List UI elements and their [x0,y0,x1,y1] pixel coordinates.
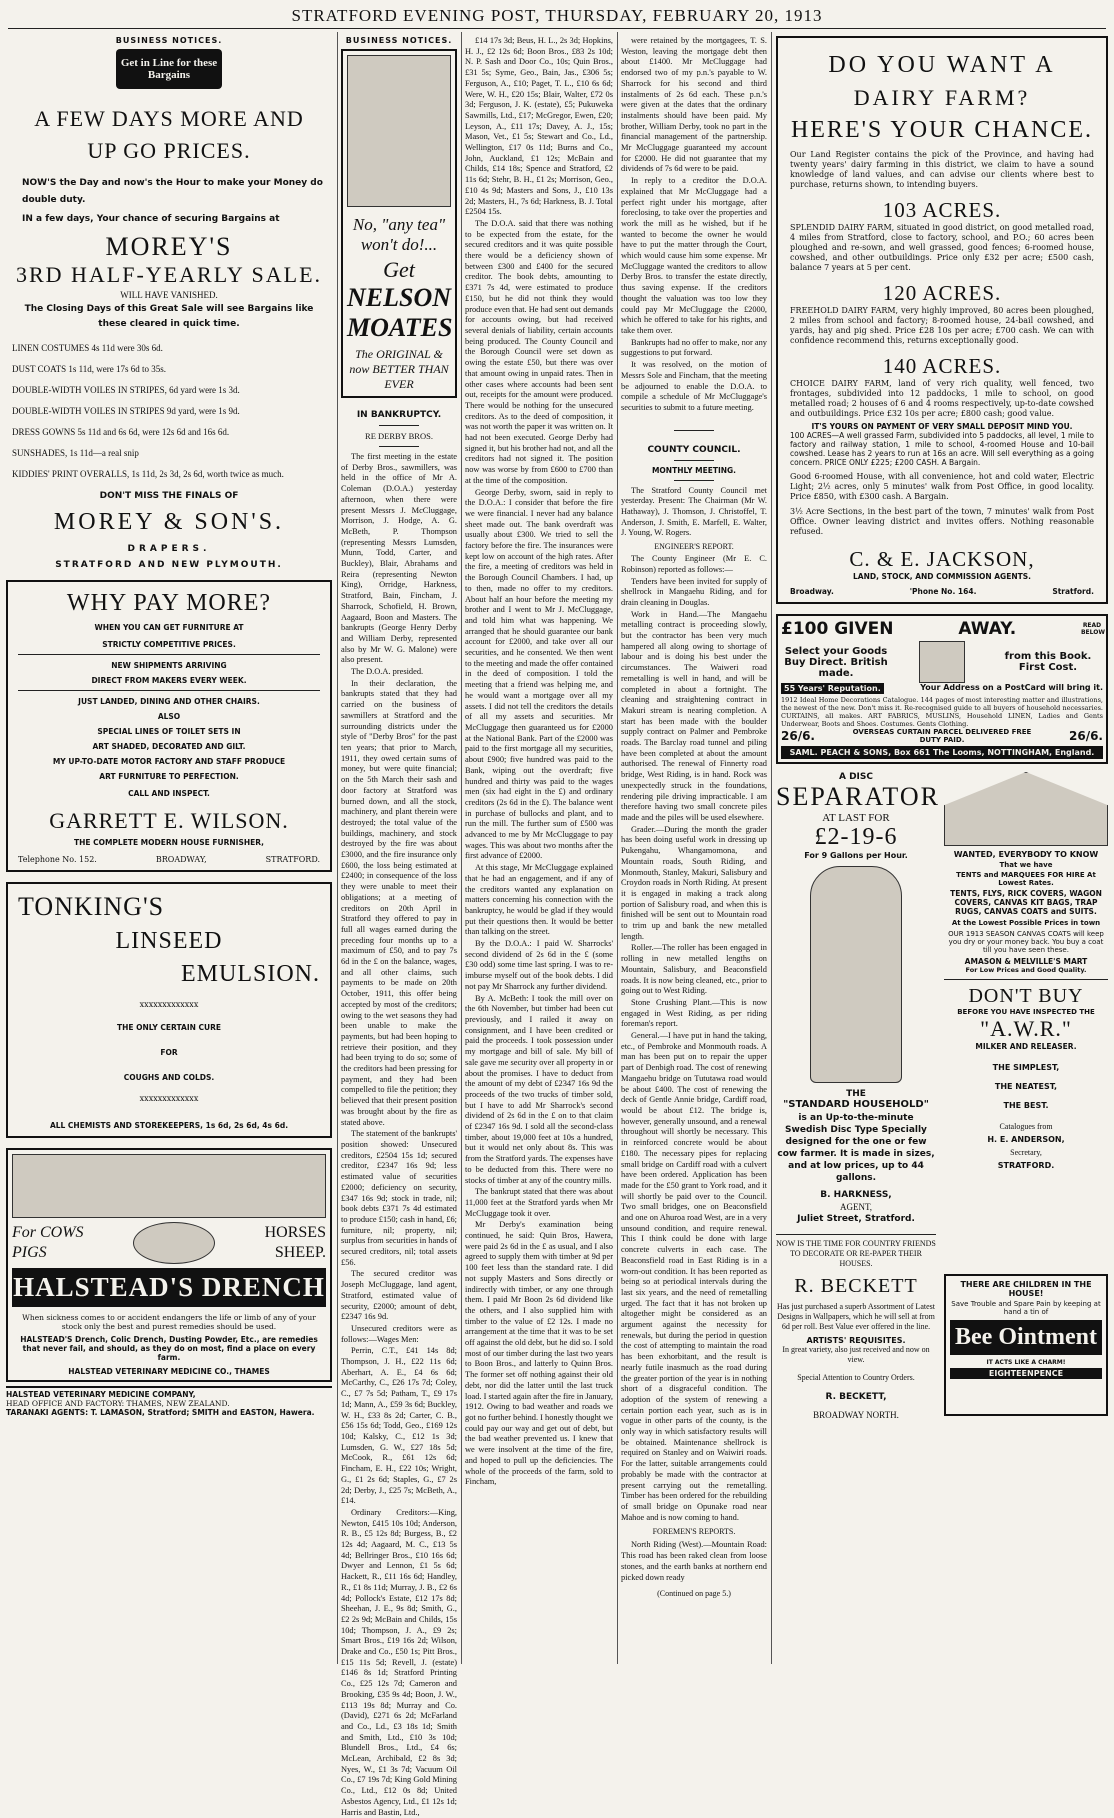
sale-title: 3RD HALF-YEARLY SALE. [15,262,323,287]
peach-advert [776,614,1108,764]
text: ALSO [157,712,181,721]
lowest: At the Lowest Possible Prices in town [951,919,1101,927]
name: "A.W.R." [980,1016,1072,1041]
l2: LINSEED [115,928,223,954]
brand: NELSON MOATES [347,283,453,342]
text: ART SHADED, DECORATED AND GILT. [92,742,246,751]
price-item: KIDDIES' PRINT OVERALLS, 1s 11d, 2s 3d, 2s 6d, worth twice as much. [12,469,284,479]
h2: AWAY. [958,619,1017,639]
paragraph: The D.O.A. said that there was nothing to be expected from the estate, for the secured creditors and it was quite possible there would be a deficiency shown of between £300 and £400 for the secured creditor. The book debts, amounting to £371 7s 4d, were estimated to produce £150, but he did not think they would produce even that. He had sent out demands for accounts owing, but had received several denials of liability, certain accounts being produced. The County Council and the Borough Council were set down as owing the estate £50, but there was over that amount owing in unpaid rates. Then in other cases where accounts had been sent out, receipts for the amount were produced. There would be nothing for the unsecured creditors. As to the deed of composition, it was not worth the paper it was written on. It had not been executed. George Derby had signed it, but his brother had not, and all the creditors had not signed it. The position now was worse by from £600 to £700 than at the time of the composition. [465,218,613,485]
coats: OUR 1913 SEASON CANVAS COATS will keep you dry or your money back. You buy a coat till you have seen these. [948,930,1104,954]
tagline: The ORIGINAL & now BETTER THAN EVER [349,347,449,391]
column-3 [465,36,613,1666]
paragraph: Work in Hand.—The Mangaehu metalling contract is proceeding slowly, but the contractor has been very much hampered all along owing to shortage of labour and is doing his best under the circumstances. The Waiweri road remetalling is well in hand, and will be completed in about a fortnight. The cleaning and straightening contract in Makuri stream is nearing completion. A start has been made with the boulder supply contract on Palmer and Pembroke roads. The Barclay road tunnel and piling have been completed at about the amount authorised. The renewal of Finnerty road bridge, West Riding, is in hand. Rock was unexpectedly struck in the foundations, rendering pile driving impracticable. I am therefore having two small concrete piles made and the piles will be used elsewhere. [621,609,767,822]
continued-note: (Continued on page 5.) [657,1589,731,1599]
select: Select your Goods Buy Direct. British made. [784,645,888,679]
price: EIGHTEENPENCE [950,1368,1102,1379]
d1: SPLENDID DAIRY FARM, situated in good district, on good metalled road, 4 miles from Stratford, close to factory, school, and P.O.; 60 acres been ploughed and re-sown, and well grassed, good fences; 6-roomed house, cowshed, and other outbuildings. Price only £32 per acre; £500 cash, balance 7 years at 5 per cent. [790,223,1094,272]
jackson-advert [776,36,1108,604]
body: Has just purchased a superb Assortment of Latest Designs in Wallpapers, which he will sell at from 6d per roll. Best Value ever offered in the line. [777,1302,935,1331]
heading: COUNTY COUNCIL. [647,444,741,455]
address: Your Address on a PostCard will bring it. [920,683,1103,692]
the: THE [846,1089,866,1099]
name: "STANDARD HOUSEHOLD" [783,1099,929,1110]
name: TONKING'S [18,892,165,921]
column-1 [6,36,332,1666]
text: DIRECT FROM MAKERS EVERY WEEK. [91,676,247,685]
paragraph: The bankrupt stated that there was about 11,000 feet at the Stratford yards when Mr McCluggage took it over. [465,1187,613,1218]
separator-illustration [810,866,902,1083]
name: C. & E. JACKSON, [849,547,1035,571]
sub: MILKER AND RELEASER. [975,1042,1077,1051]
h2: DAIRY FARM? [853,85,1031,110]
right2: SHEEP. [274,1244,326,1261]
d3: CHOICE DAIRY FARM, land of very rich quality, well fenced, two frontages, subdivided into 12 paddocks, 1 mile to school, on good metalled road; 2 houses of 6 and 4 rooms respectively, up-to-date cowshed and outbuildings. Price £32 10s per acre; £800 cash; good value. [790,379,1094,418]
foremen-report [621,1540,767,1583]
h1: THERE ARE CHILDREN IN THE HOUSE! [960,1280,1092,1298]
parcel: OVERSEAS CURTAIN PARCEL DELIVERED FREE DUTY PAID. [852,728,1032,744]
wilson-advert [6,580,332,872]
left2: PIGS [12,1244,47,1261]
paragraph: Mr Derby's examination being continued, he said: Quin Bros, Hawera, were paid 2s 6d in the £ as usual, and I also agreed to supply them with timber at 9d per 100 feet less than the standard rate. I did not supply Masters and Sons directly or indirectly with timber, or any one through them. I paid Mr Boon 2s 6d dividend like the others, and I also supplied him with timber to the value of £2 12s. I made no arrangement at the time that it was to be set off against the old debt, but he did so. I sold most of our timber during the last two years to Boon Bros., and latterly to Quinn Bros. The former set off nothing against their old debt, nor did the latter until the last truck load. I started again after the fire in January, 1912. Owing to bad weather and roads we got no further behind. I honestly thought we could pay our way and get out of debt, but the bad weather prevented us. I knew that we were insolvent at the time of the fire, and hoped to pull up the deficiencies. The whole of the proceeds of the farm, sold to Fincham, [465,1220,613,1487]
name: GARRETT E. WILSON. [49,808,289,833]
paragraph: The statement of the bankrupts' position showed: Unsecured creditors, £2504 15s 1d; secured creditor, £2347 16s 9d; less estimated value of securities £2000; deficiency on security, £347 16s 9d; stock in trade, nil; book debts £371 7s 4d estimated to produce £150; cash in hand, £6; furniture, nil; property, nil; surplus from securities in hands of secured creditors, nil; total assets £56. [341,1129,457,1267]
items: TENTS, FLYS, RICK COVERS, WAGON COVERS, CANVAS KIT BAGS, TRAP RUGS, CANVAS COATS and SUITS. [950,889,1102,916]
text: CALL AND INSPECT. [128,789,210,798]
paragraph: Unsecured creditors were as follows:—Wages Men: [341,1323,457,1344]
d2: FREEHOLD DAIRY FARM, very highly improved, 80 acres been ploughed, 2 miles from school and factory; 8-roomed house, 24-bail cowshed, and yards, hay and pig shed. Price £28 10s per acre; £700 cash. We can with confidence recommend this, returns exceptionally good. [790,306,1094,345]
body1: When sickness comes to or accident endangers the life or limb of any of your stock only the best and purest remedies should be used. [22,1313,316,1331]
text: JUST LANDED, DINING AND OTHER CHAIRS. [78,697,260,706]
firm: AMASON & MELVILLE'S MART [964,957,1088,966]
street: BROADWAY, [155,855,207,864]
company: HALSTEAD VETERINARY MEDICINE CO., THAMES [68,1367,270,1376]
town: STRATFORD. [265,855,320,864]
slogan: No, "any tea" won't do!... [352,215,446,254]
paragraph: Perrin, C.T., £41 14s 8d; Thompson, J. H., £22 11s 6d; Aberhart, A. E., £4 6s 6d; McCarthy, C., £26 17s 7d; Coley, C., £7 7s 5d; Patham, T., £9 17s 1d; Mann, A., £59 3s 6d; Buckley, W. H., £33 8s 2d; Carter, C. B., £56 15s 6d; Todd, Geo., £169 12s 10d; Kalsky, C., £12 1s 3d; Lumsden, G. W., £27 18s 5d; McCook, R., £61 12s 6d; Fincham, E. H., £22 10s; Wright, G., £1 2s 6d; Staples, G., £7 2s 2d; Derby, J., £25 7s; McBeth, A., £14. [341,1346,457,1506]
bee-ointment-advert [944,1274,1108,1416]
paragraph: Stone Crushing Plant.—This is now engaged in West Riding, as per riding foreman's report. [621,997,767,1029]
title: SEPARATOR [776,782,940,811]
s2: THE NEATEST, [994,1082,1058,1091]
paragraph: The Stratford County Council met yesterday. Present: The Chairman (Mr W. Hathaway), J. Thomson, J. Christoffel, T. Anderson, J. Smith, E. Marfell, E. Walter, J. Young, W. Rogers. [621,485,767,538]
gallons: For 9 Gallons per Hour. [804,851,908,860]
h1: DON'T BUY [968,985,1084,1007]
tent-illustration [944,772,1108,846]
h2: Save Trouble and Spare Pain by keeping at hand a tin of [951,1300,1101,1316]
column-4 [621,36,767,1666]
sig: R. BECKETT, [825,1392,887,1402]
beckett-advert [776,1234,936,1420]
price-item: SUNSHADES, 1s 11d—a real snip [12,448,139,458]
subheading: ENGINEER'S REPORT. [654,542,734,552]
l1: NOW IS THE TIME FOR COUNTRY FRIENDS TO DECORATE OR RE-PAPER THEIR HOUSES. [776,1239,936,1268]
bottom-line: HALSTEAD VETERINARY MEDICINE COMPANY, [6,1386,332,1399]
paragraph: In their declaration, the bankrupts stated that they had carried on the business of sawmillers at Stratford and the surrounding districts under the style of "Derby Bros" for the past ten years; that prior to March, 1911, they owed certain sums of money, but were quite financial; on the 5th March their sash and door factory at Stratford was burned down, and all the stock, machinery, and plant therein were destroyed; the total value of the buildings, machinery, and stock destroyed by the fire was about £3000, and the fire insurance only £600, the loss being estimated at £2400; in consequence of the loss they were unable to meet their obligations; at a meeting of creditors on 20th April in Stratford they offered to pay in full all wages earned during the preceding four months up to a maximum of £50, and to pay 7s 6d in the £ on the balance, wages, and all other claims, such payments to be made on 20th October, 1911, this offer being accepted by most of the creditors; owing to the wet seasons they had been unable to make the payments, but had been hoping to retrieve their position, and they had been trying to do so; some of the creditors had been pressing for payment, and they had been compelled to file the petition; they believed that their present position was brought about by the fire as stated above. [341,678,457,1127]
subheading: RE DERBY BROS. [365,431,433,441]
deposit: IT'S YOURS ON PAYMENT OF VERY SMALL DEPOSIT MIND YOU. [811,422,1073,431]
bottom-line: TARANAKI AGENTS: T. LAMASON, Stratford; SMITH and EASTON, Hawera. [6,1408,315,1417]
atlast: AT LAST FOR [822,812,890,824]
d4: 100 ACRES—A well grassed Farm, subdivided into 5 paddocks, all level, 1 mile to factory and railway station, 1 mile to school, 4-roomed House and 10-bail cowshed. Lease has 2 years to run at 16s an acre. Will sell everything as a going concern. PRICE ONLY £225; £200 CASH. A Bargain. [790,431,1094,467]
line1: NOW'S the Day and now's the Hour to make your Money do double duty. [22,178,323,205]
h2: BEFORE YOU HAVE INSPECTED THE [957,1008,1095,1016]
text: ART FURNITURE TO PERFECTION. [99,772,239,781]
drapers: DRAPERS. [127,544,211,554]
price2: 26/6. [1069,729,1103,743]
l3: EMULSION. [181,961,320,987]
d6: 3½ Acre Sections, in the best part of the town, 7 minutes' walk from Post Office. Owner leaving district and invites offers. Nothing reasonable refused. [790,507,1094,536]
price-item: DRESS GOWNS 5s 11d and 6s 6d, were 12s 6d and 16s 6d. [12,427,230,437]
price-item: DOUBLE-WIDTH VOILES IN STRIPES, 6d yard were 1s 3d. [12,385,240,395]
d5: Good 6-roomed House, with all convenience, hot and cold water, Electric Light; 2½ acres, only 5 minutes' walk from Post Office, in good locality. Price £850, with £300 cash. A Bargain. [790,472,1094,501]
text: WHEN YOU CAN GET FURNITURE AT [94,623,244,632]
price: For Low Prices and Good Quality. [965,966,1087,974]
tonking-advert [6,882,332,1138]
phone: 'Phone No. 164. [909,587,977,596]
town: STRATFORD. [997,1161,1055,1170]
street: Broadway. [790,587,834,596]
subheading: MONTHLY MEETING. [651,465,737,475]
special: Special Attention to Country Orders. [797,1373,915,1382]
wanted: WANTED, EVERYBODY TO KNOW [953,850,1099,859]
text: STRICTLY COMPETITIVE PRICES. [102,640,236,649]
text: SPECIAL LINES OF TOILET SETS IN [97,727,241,736]
paragraph: It was resolved, on the motion of Messrs Sole and Fincham, that the meeting be adjourned to enable the D.O.A. to compile a schedule of Mr McCluggage's securities to submit to a future meeting. [621,360,767,412]
heading: IN BANKRUPTCY. [356,410,442,420]
column-2 [341,36,457,1817]
paragraph: In reply to a creditor the D.O.A. explained that Mr McCluggage had a perfect right under his mortgage, after foreclosing, to take over the properties and work the mill as he wished, but if he wanted to become the owner he would have to put the matter through the Court, which would cause him some expense. Mr McCluggage wanted the creditors to allow Derby Bros. to transfer the estate directly, thus saving expense. If the creditors thought the valuation was too low they could pay Mr McCluggage the £2000, which he offered to take for his rights, and take them over. [621,176,767,335]
name: R. BECKETT [794,1275,918,1297]
a3: 140 ACRES. [882,354,1002,378]
h3: HERE'S YOUR CHANCE. [790,117,1094,143]
livestock-illustration [12,1154,326,1218]
town: Stratford. [1052,587,1094,596]
price-item: DOUBLE-WIDTH VOILES IN STRIPES 9d yard, were 1s 9d. [12,406,240,416]
body: 1912 Ideal Home Decorations Catalogue. 144 pages of most interesting matter and illustrations, the newest of the new. Don't miss it. Re-recognised guide to all buyers of household necessaries. CURTAINS, all makes. ART FABRICS, MUSLINS, Household LINEN, Ladies and Gents Underwear, Boots and Shoes. Costumes. Gents Clothing. [781,696,1103,728]
bankruptcy-article [341,452,457,1818]
text: MY UP-TO-DATE MOTOR FACTORY AND STAFF PRODUCE [52,757,286,766]
bankruptcy-article-continued [465,36,613,1488]
paragraph: The County Engineer (Mr E. C. Robinson) reported as follows:— [621,554,767,574]
separator-advert [776,772,940,1224]
street: BROADWAY NORTH. [813,1410,899,1420]
paragraph: The D.O.A. presided. [351,667,424,677]
finals: DON'T MISS THE FINALS OF [99,491,239,501]
body2: HALSTEAD'S Drench, Colic Drench, Dusting Powder, Etc., are remedies that never fail, and should, as they do on most, find a place on every farm. [20,1335,318,1362]
street: Juliet Street, Stratford. [797,1214,915,1224]
vanished: WILL HAVE VANISHED. [120,290,218,300]
masthead: STRATFORD EVENING POST, THURSDAY, FEBRUARY 20, 1913 [291,6,823,25]
s3: THE BEST. [1003,1101,1049,1110]
paragraph: The secured creditor was Joseph McCluggage, land agent, Stratford, estimated value of security, £2000; amount of debt, £2347 16s 9d. [341,1269,457,1322]
h1: DO YOU WANT A [828,52,1056,78]
role: LAND, STOCK, AND COMMISSION AGENTS. [853,572,1031,581]
name: Bee Ointment [950,1320,1102,1355]
paragraph: were retained by the mortgagees, T. S. Weston, leaving the mortgage debt then about £1400. Mr McCluggage had endorsed two of my p.n.'s payable to W. Sharrock for his second and third instalments of 2s 6d each. These p.n.'s were given at the dates that the ordinary instalments should have been paid. My brother, William Derby, took no part in the financial management of the partnership. Mr McCluggage guaranteed my account for £2000. He did not guarantee that my dividends of 7s 6d were to be paid. [621,36,767,174]
paragraph: Tenders have been invited for supply of shellrock in Mangaehu Riding, and for drain cleaning in Douglas. [621,576,767,607]
paragraph: Grader.—During the month the grader has been doing useful work in dressing up Pukengahu, Whangamomona, and Mountain roads, South Riding, and Monmouth, Stanley, Makuri, Salisbury and Croydon roads in North Riding. At present it is engaged in making a track along portion of Salisbury road, and when this is finished will be sent out to Mountain road to trim up and bank the new metalled length. [621,824,767,941]
paragraph: North Riding (West).—Mountain Road: This road has been raked clean from loose stones, and the earth banks at northern end picked down ready [621,1540,767,1582]
sec: Secretary, [1010,1148,1042,1157]
a1: 103 ACRES. [882,198,1002,222]
paragraph: By the D.O.A.: I paid W. Sharrocks' second dividend of 2s 6d in the £ (some £30 odd) some time last spring. I was to re-imburse myself out of the book debts. I did not pay Mr Sharrock any further dividend. [465,939,613,991]
line2: IN a few days, Your chance of securing Bargains at [22,214,280,224]
coughs: COUGHS AND COLDS. [123,1073,215,1082]
tent-advert [944,772,1108,974]
disc: A DISC [838,772,873,782]
years: 55 Years' Reputation. [781,683,884,694]
a2: 120 ACRES. [882,281,1002,305]
paragraph: Roller.—The roller has been engaged in rolling in new metalled lengths on Mountain, Salisbury, and Beaconsfield roads. It is now being cleaned, etc., prior to going out to West Riding. [621,943,767,996]
firm-name: MOREY & SON'S. [53,509,285,535]
price: 26/6. [781,729,815,743]
read-below: READ BELOW [1080,622,1105,636]
paragraph: The first meeting in the estate of Derby Bros., sawmillers, was held in the office of Mr A. Coleman (D.O.A.) yesterday afternoon, when there were present Messrs J. McCluggage, Morrison, J. Hodge, A. G. McBeth, P. Thompson (representing Messrs Lumsden, Munn, Todd, Carter, and Buckley), Blair, Abrahams and Reira (representing Newton King), Orridge, Harkness, Stratford, Bain, Fincham, J. Sharrock, Schofield, H. Brown, Aagaard, Boon and Masters. The bankrupts (George Henry Derby and William Derby, represented also by Mr W. G. Malone) were also present. [341,452,457,665]
column-divider [461,32,462,1664]
price: £2-19-6 [814,824,898,850]
column-divider [617,32,618,1664]
morey-advert [6,49,332,570]
headline: WHY PAY MORE? [66,590,272,616]
phone: Telephone No. 152. [18,855,97,864]
xs2: xxxxxxxxxxxxx [139,1094,199,1103]
column-divider [771,32,772,1664]
closing: The Closing Days of this Great Sale will see Bargains like these cleared in quick time. [24,304,314,329]
paragraph: £14 17s 3d; Beus, H. L., 2s 3d; Hopkins, H. J., £2 12s 6d; Boon Bros., £83 2s 10d; N. P. Sash and Door Co., 10s; Quin Bros., £31 5s; Syme, Geo., Bain, Jas., £306 5s; Ferguson, A., £10; Paget, T. L., £10 6s 6d; Were, W. H., £20 15s; Blair, Walter, £72 0s 3d; Ferguson, J. K. (estate), £5; Pukuweka Sawmills, Ltd., £17; McGregor, Ewen, £20; Leyson, A., £11 17s; Davey, A. J., 15s; Mason, Vet., £1 5s; Stewart and Co., Ld., Wellington, £17 0s 11d; Burns and Co., John, Auckland, £1 12s; McBain and Childs, £14 18s; Spence and Stratford, £2 11s 6d; Stehr, B. H., £1 2s; Morrison, Geo., £10 4s 9d; Masters and Sons, J., £10 13s 2d; Masters, H., 7s 6d; Harkness, B. J. Total £2504 15s. [465,36,613,217]
intro: Our Land Register contains the pick of the Province, and having had twenty years' dairy farming in this district, we claim to have a sound knowledge of land values, and can advise our clients where best to purchase, returns shown, to intending buyers. [790,150,1094,189]
bankruptcy-article-continued [621,36,767,414]
price-item: LINEN COSTUMES 4s 11d were 30s 6d. [12,343,163,353]
firm: SAML. PEACH & SONS, Box 661 The Looms, NOTTINGHAM, England. [781,746,1103,759]
top-rule [8,28,1106,29]
agentrole: AGENT, [839,1202,873,1212]
artists: ARTISTS' REQUISITES. [806,1336,906,1345]
bottom-line: HEAD OFFICE AND FACTORY: THAMES, NEW ZEALAND. [6,1399,230,1408]
subheading: FOREMEN'S REPORTS. [652,1527,736,1537]
column-header: BUSINESS NOTICES. [115,36,223,45]
from: from this Book. First Cost. [1004,651,1092,673]
tea-advert [341,49,457,398]
desc: THE COMPLETE MODERN HOUSE FURNISHER, [73,838,265,847]
agent: H. E. ANDERSON, [987,1135,1065,1144]
tents: TENTS and MARQUEES FOR HIRE At Lowest Rates. [956,871,1096,887]
right1: HORSES [264,1224,326,1241]
xs: xxxxxxxxxxxxx [139,1000,199,1009]
agent: B. HARKNESS, [820,1190,892,1200]
tea-illustration [347,55,451,207]
cure: THE ONLY CERTAIN CURE [116,1023,221,1032]
cat: Catalogues from [999,1122,1053,1131]
acts: IT ACTS LIKE A CHARM! [986,1359,1066,1366]
store-name: MOREY'S [105,232,233,261]
awr-advert [944,985,1108,1170]
paragraph: Ordinary Creditors:—King, Newton, £415 10s 10d; Anderson, R. B., £5 12s 8d; Burgess, B., £2 12s 4d; Aagaard, M. C., £13 5s 4d; Bellringer Bros., £10 16s 6d; Dwyer and Lennon, £1 5s 6d; Hackett, R., £11 16s 6d; Handley, R., £1 8s 11d; Murray, J. B., £2 6s 4d; Pollock's Estate, £12 17s 8d; Sheehan, J. E., 9s 8d; Smith, G., £2 2s 9d; McBain and Childs, 15s 10d; Thompson, J. A., £9 2s; Smart Bros., £19 16s 2d; Wilson, Drake and Co., £50 1s; Pitt Bros., £15 11s 5d; Revell, J. (estate) £146 8s 1d; Stratford Printing Co., £25 12s 7d; Cameron and Brooking, £35 9s 4d; Boon, J. W., £113 19s 8d; Murray and Co. (David), £271 6s 2d; McFarland and Co., Ld., £3 18s 1d; Smith and Smith, Ltd., £10 3s 10d; Blundell Bros., Ltd., £4 6s; McLean, Archibald, £2 8s 3d; Nyes, W., £1 3s 7d; Vacuum Oil Co., £7 19s 7d; King Gold Mining Co., Ltd., £12 0s 8d; United Asbestos Agency, Ltd., £1 12s 1d; Harris and Bastin, Ltd., [341,1507,457,1817]
title: HALSTEAD'S DRENCH [12,1268,326,1307]
engineer-report [621,554,767,1523]
that: That we have [999,861,1053,869]
halstead-advert [6,1148,332,1382]
get: Get [383,257,415,282]
variety: In great variety, also just received and now on view. [782,1345,930,1364]
paragraph: Bankrupts had no offer to make, nor any suggestions to put forward. [621,337,767,358]
paragraph: General.—I have put in hand the taking, etc., of Pembroke and Monmouth roads. A man has been put on to repair the upper part of Denbigh road. The cost of renewing Mangaehu bridge on Tututawa road would be about £400. The cost of renewing the deck of Gentle Annie bridge, Cardiff road, would be about £12. The bridge is, however, generally unsound, and a renewal throughout will shortly be necessary. This in reinforced concrete would be about £180. The necessary pipes for replacing small bridge on Cardiff road with a culvert have been ordered. Application has been made for the £50 grant to York road, and it will shortly be paid over to the Council. Two small bridges, one on Beaconsfield and one on Ahuroa road West, are in a very unsound condition, and require renewal. This I think could be done with large concrete culverts in each case. The Beaconsfield road in East Riding is in a worn-out condition. It has been reported as being so at periodical intervals during the last six years, and the need of remetalling urged. The fact that it has not broken up altogether might be considered as an argument against the necessity for renewals, but during the period in question the cost of attempting to maintain the road has been exhorbitant, and the result is nearly futile inasmuch as the road during the greater portion of the year is in nothing short of a disgraceful condition. The adoption of the system of renewing a certain portion each year, such as is in vogue in other parts of the county, is the only way in which satisfactory results will be obtained. Maintenance shellrock is required on Stanley and on Waiwiri roads. For the latter, suitable arrangements could probably be made with the contractor at present carrying out the remetalling. Timber has been ordered for the rebuilding of small bridge on Opunake road near Mahoe and is now coming to hand. [621,1031,767,1522]
council-article [621,486,767,540]
column-5 [776,36,1108,1666]
banner: Get in Line for these Bargains [116,49,222,89]
headline: A FEW DAYS MORE AND UP GO PRICES. [34,106,304,163]
paragraph: At this stage, Mr McCluggage explained that he had an engagement, and if any of the creditors wanted any explanation on matters concerning his connection with the bankruptcy, he would be glad if they would put their questions then. It would be better than talking on the street. [465,863,613,937]
sellers: ALL CHEMISTS AND STOREKEEPERS, 1s 6d, 2s 6d, 4s 6d. [49,1121,289,1130]
paragraph: George Derby, sworn, said in reply to the D.O.A.: I consider that before the fire we were financial. I never had any balance sheet made out. The bank overdraft was usually about £300. We tried to sell the factory before the fire. The insurances were kept low on account of the high rates. After the fire, a meeting of creditors was held in the Borough Council Chambers. I had, up to then, made no offer to my creditors. About half an hour before the meeting my brother and I went to Mr J. McCluggage, and told him what was happening. We arranged that he should guarantee our bank account for £2000, and take over all our securities, and he consented. We then went to the meeting and made the offer contained in the deed of composition. I told the meeting that a friend was helping me, and he would want a mortgage over all my assets. I did not tell the creditors the details of all my assets and securities. Mr McCluggage then guaranteed us for £2000 at the National Bank. Part of the £2000 was paid to the first mortgage all my securities, about £900; five hundred was paid to the Bank, wiping out the overdraft; five hundred and thirty was paid to the wages men (six had eight in the £) and ordinary creditors (2s 6d in the £). The balance went in purchase of bullocks and plant, and to run the mill. The further sum of £500 was advanced to me by Mr McCluggage to pay wages. This was about two months after the first advance of £2000. [465,487,613,861]
paragraph: By A. McBeth: I took the mill over on the 6th November, but timber had been cut previously, and I railed it away on consignment, and I have been credited or paid the proceeds. I took possession under my mortgage and bill of sale. My bill of sale gave me security over all property in or about the promises. I have to deduct from the amount of my debt of £2347 16s 9d the proceeds of the two trucks of timber sold, but I have to add Mr Sharrock's second dividend of 2s 6d in the £ on to that claim of £2347 16s 9d. I sold all the second-class timber, about 19,000 feet at 10s a hundred, but it would net only about 8s. This was from the Stratford yards. The expenses have to be deducted from this. There were no stocks of timber at any of the country mills. [465,993,613,1185]
catalogue-illustration [919,641,965,683]
price-list [12,338,332,485]
column-divider [337,32,338,1664]
text: NEW SHIPMENTS ARRIVING [111,661,227,670]
desc: is an Up-to-the-minute Swedish Disc Type Specially designed for the one or few cow farmer. It is made in sizes, and at low prices, up to 44 gallons. [777,1113,935,1183]
s1: THE SIMPLEST, [992,1063,1060,1072]
column-header: BUSINESS NOTICES. [345,36,453,45]
towns: STRATFORD AND NEW PLYMOUTH. [55,560,283,570]
for: FOR [160,1048,178,1057]
left1: For COWS [12,1224,84,1241]
price-item: DUST COATS 1s 11d, were 17s 6d to 35s. [12,364,167,374]
h1: £100 GIVEN [781,619,894,639]
horse-head-illustration [133,1222,215,1264]
